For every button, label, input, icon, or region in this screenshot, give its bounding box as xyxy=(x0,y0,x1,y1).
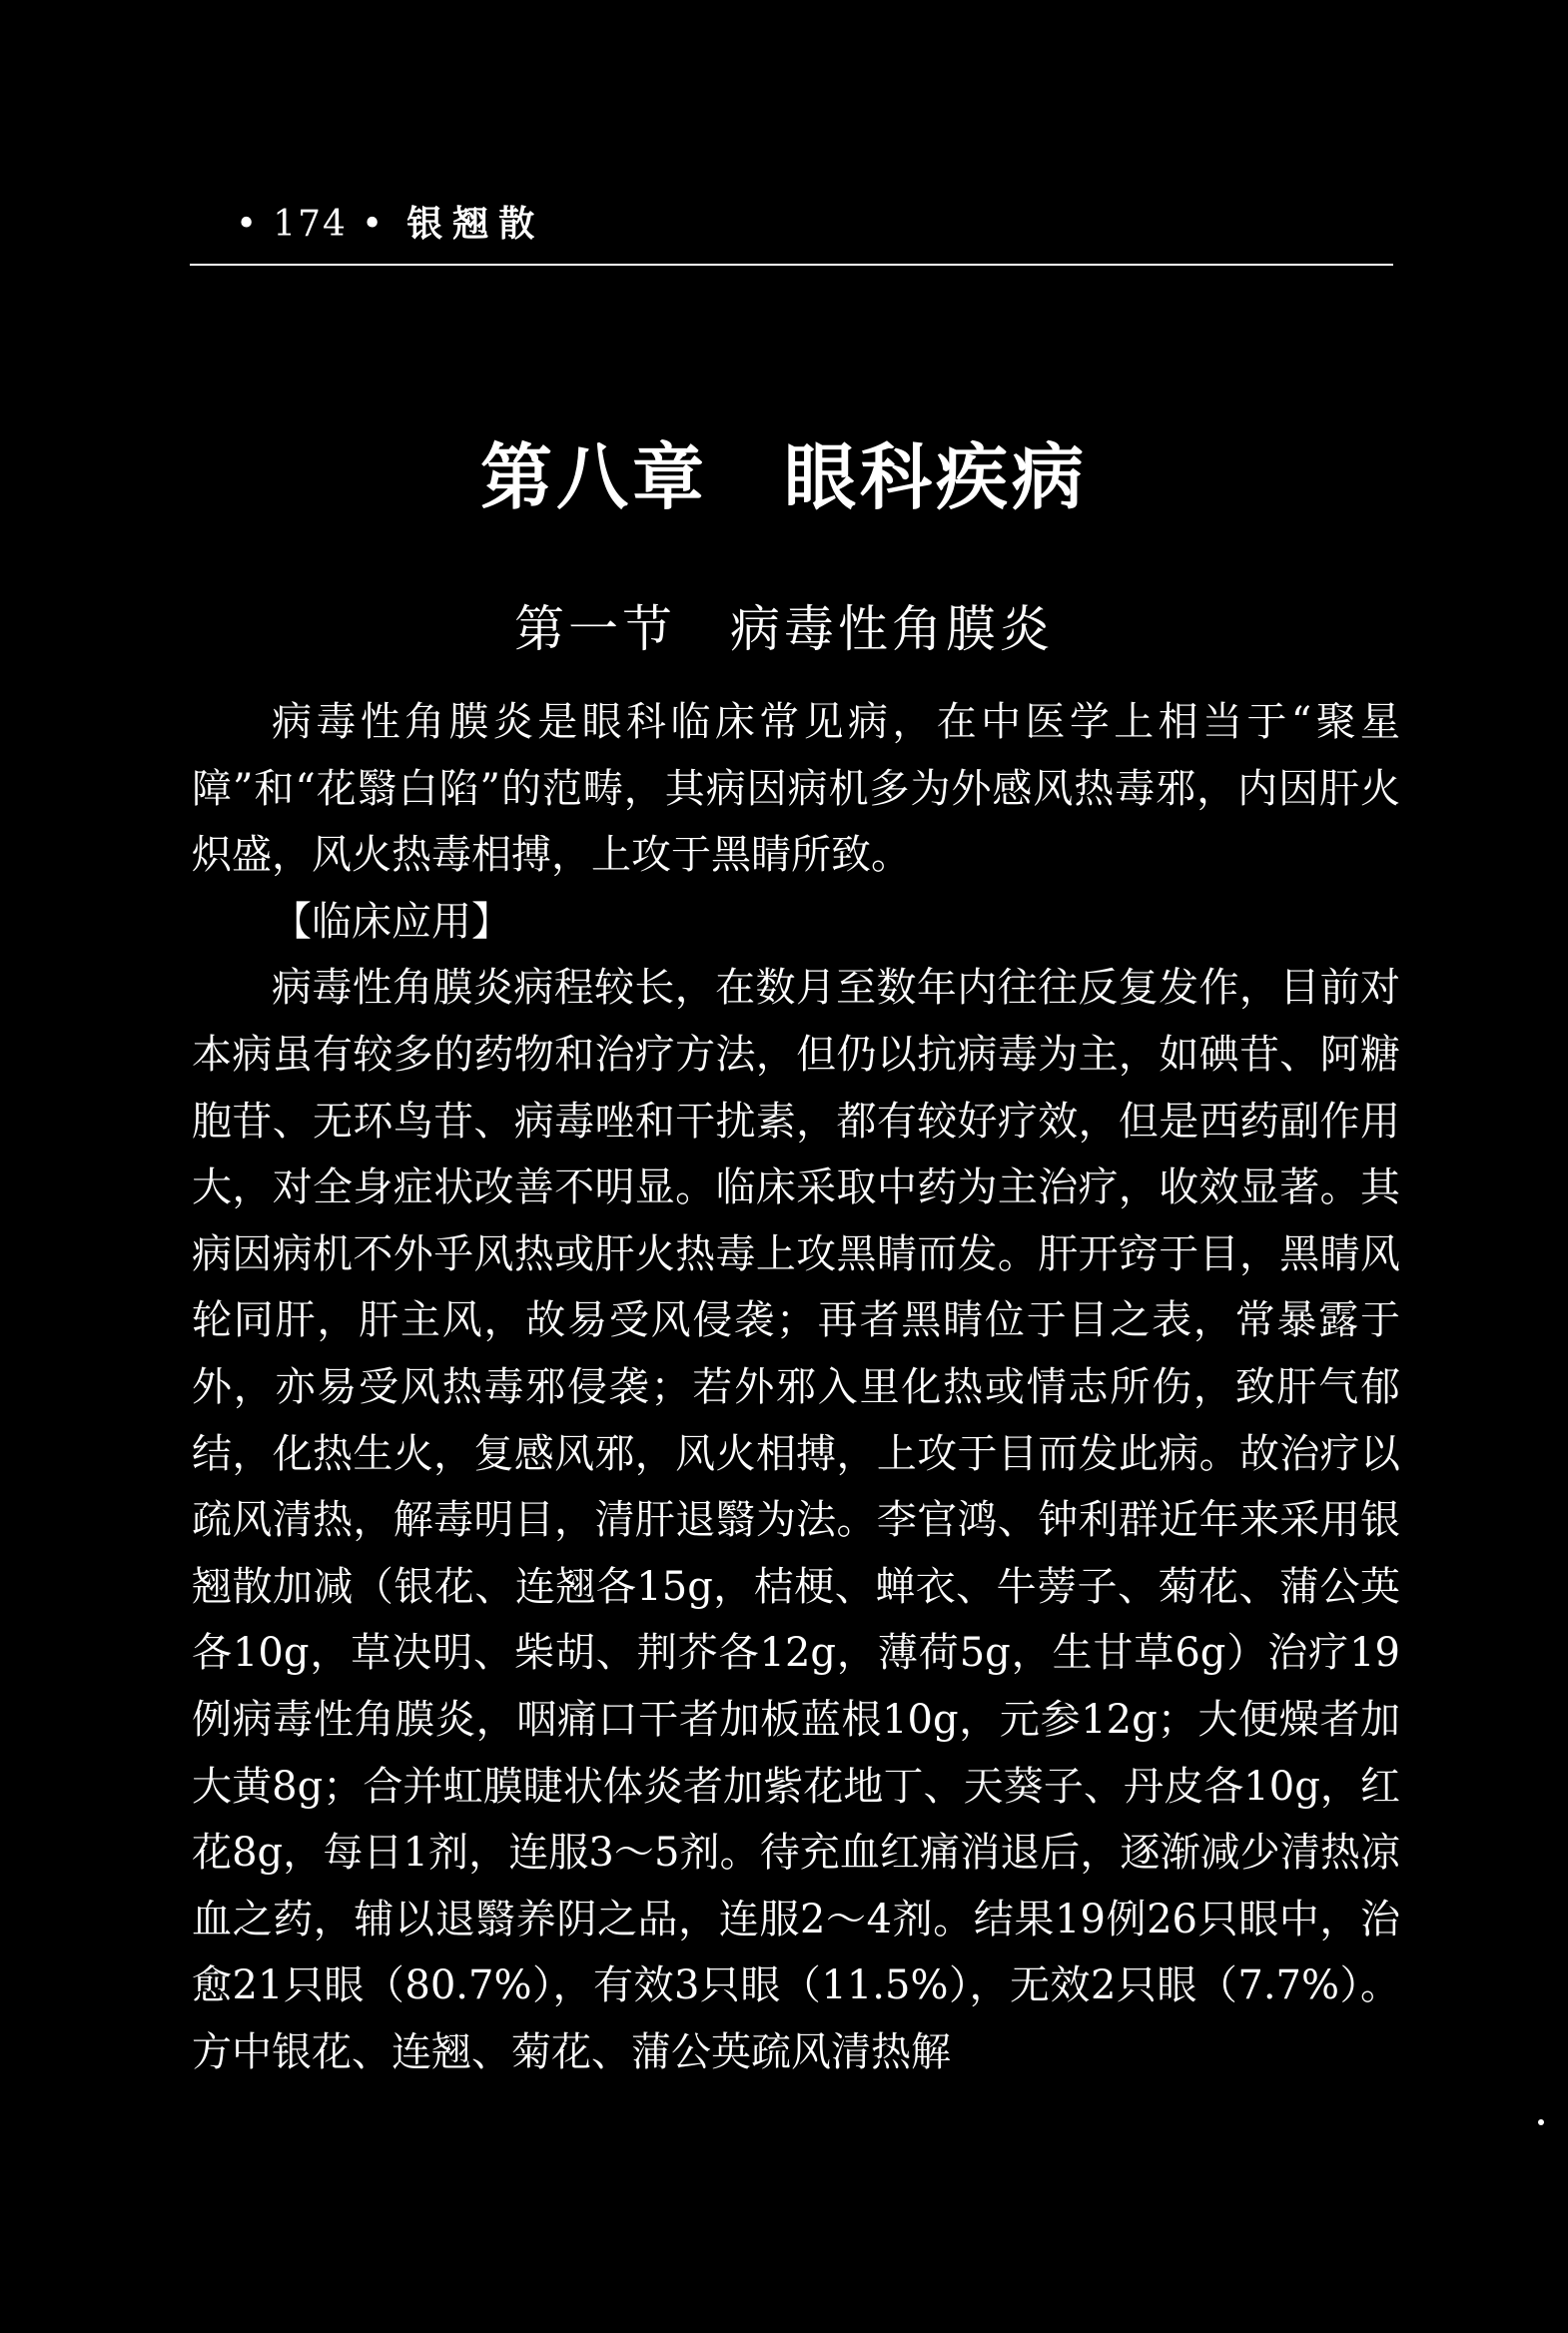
running-header xyxy=(222,196,544,247)
intro-paragraph: 病毒性角膜炎是眼科临床常见病，在中医学上相当于“聚星障”和“花翳白陷”的范畴，其病因病机多为外感风热毒邪，内因肝火炽盛，风火热毒相搏，上攻于黑睛所致。 xyxy=(192,699,1400,879)
book-title: 银翘散 xyxy=(406,203,545,245)
body-text xyxy=(192,689,1400,2085)
section-title: 第一节 病毒性角膜炎 xyxy=(514,600,1054,658)
subheading-clinical-application: 【临床应用】 xyxy=(272,898,511,945)
header-bullet: • xyxy=(361,204,386,245)
header-rule xyxy=(190,264,1393,266)
clinical-paragraph: 病毒性角膜炎病程较长，在数月至数年内往往反复发作，目前对本病虽有较多的药物和治疗方法，但仍以抗病毒为主，如碘苷、阿糖胞苷、无环鸟苷、病毒唑和干扰素，都有较好疗效，但是西药副作用大，对全身症状改善不明显。临床采取中药为主治疗，收效显著。其病因病机不外乎风热或肝火热毒上攻黑睛而发。肝开窍于目，黑睛风轮同肝，肝主风，故易受风侵袭；再者黑睛位于目之表，常暴露于外，亦易受风热毒邪侵袭；若外邪入里化热或情志所伤，致肝气郁结，化热生火，复感风邪，风火相搏，上攻于目而发此病。故治疗以疏风清热，解毒明目，清肝退翳为法。李官鸿、钟利群近年来采用银翘散加减（银花、连翘各15g，桔梗、蝉衣、牛蒡子、菊花、蒲公英各10g，草决明、柴胡、荆芥各12g，薄荷5g，生甘草6g）治疗19例病毒性角膜炎，咽痛口干者加板蓝根10g，元参12g；大便燥者加大黄8g；合并虹膜睫状体炎者加紫花地丁、天葵子、丹皮各10g，红花8g，每日1剂，连服3～5剂。待充血红痛消退后，逐渐减少清热凉血之药，辅以退翳养阴之品，连服2～4剂。结果19例26只眼中，治愈21只眼（80.7%），有效3只眼（11.5%），无效2只眼（7.7%）。方中银花、连翘、菊花、蒲公英疏风清热解 xyxy=(192,965,1400,2075)
page-number: 174 xyxy=(273,204,348,245)
header-bullet: • xyxy=(236,204,260,245)
scan-speck xyxy=(1538,2119,1544,2125)
chapter-title: 第八章 眼科疾病 xyxy=(479,434,1088,519)
